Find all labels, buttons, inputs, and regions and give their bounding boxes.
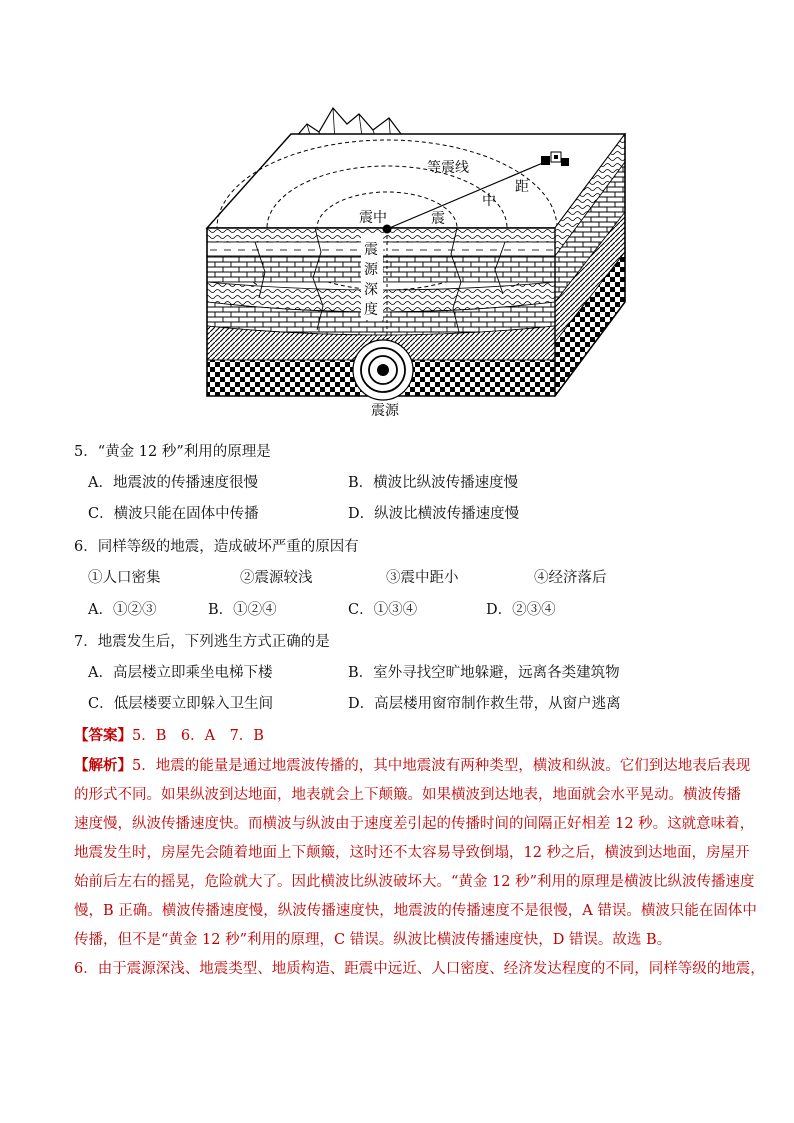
analysis-line-6: 慢，B 正确。横波传播速度慢，纵波传播速度快，地震波的传播速度不是很慢，A 错误。横波只能在固体中 (74, 903, 757, 919)
analysis-line-4: 地震发生时，房屋先会随着地面上下颠簸，这时还不太容易导致倒塌，12 秒之后，横波到达地面，房屋开 (74, 845, 750, 861)
answer-text: 5．B 6．A 7．B (132, 728, 264, 744)
label-depth-4: 度 (364, 302, 378, 318)
label-depth-2: 源 (364, 262, 378, 278)
analysis-line-3: 速度慢，纵波传播速度快。而横波与纵波由于速度差引起的传播时间的间隔正好相差 12 秒。这就意味着， (74, 816, 755, 832)
label-epicenter: 震中 (359, 210, 387, 226)
analysis-line-5: 始前后左右的摇晃，危险就大了。因此横波比纵波破坏大。“黄金 12 秒”利用的原理是横波比纵波传播速度 (74, 874, 755, 890)
question-7-stem (74, 632, 330, 652)
question-6-item-1: ①人口密集 (88, 570, 161, 586)
analysis-block (74, 751, 765, 984)
analysis-text: 5．地震的能量是通过地震波传播的，其中地震波有两种类型，横波和纵波。它们到达地表后表现 (132, 758, 751, 774)
label-depth-1: 震 (364, 242, 378, 258)
question-7-option-a: A．高层楼立即乘坐电梯下楼 (88, 665, 273, 681)
question-6-item-2: ②震源较浅 (240, 570, 313, 586)
question-5-stem (74, 442, 271, 462)
analysis-line-7: 传播，但不是“黄金 12 秒”利用的原理，C 错误。纵波比横波传播速度快，D 错误。故选 B。 (74, 932, 672, 948)
question-6-option-b: B．①②④ (208, 602, 277, 618)
question-6-item-4: ④经济落后 (534, 570, 607, 586)
question-6-option-d: D．②③④ (486, 602, 556, 618)
analysis-line-8: 6．由于震源深浅、地震类型、地质构造、距震中远近、人口密度、经济发达程度的不同，同样等级的地震， (74, 961, 765, 977)
label-zhen: 震 (431, 211, 445, 227)
question-number: 7． (74, 634, 98, 650)
question-6-option-a: A．①②③ (88, 602, 157, 618)
answer-tag: 【答案】 (74, 727, 132, 744)
question-text: “黄金 12 秒”利用的原理是 (97, 444, 271, 460)
analysis-line-1 (74, 751, 751, 781)
analysis-tag: 【解析】 (74, 757, 132, 774)
question-5-option-a: A．地震波的传播速度很慢 (88, 475, 258, 491)
question-5-option-d: D．纵波比横波传播速度慢 (348, 506, 520, 522)
focus-rings (353, 340, 413, 400)
question-7-option-c: C．低层楼要立即躲入卫生间 (88, 696, 274, 712)
ground-surface (207, 134, 625, 228)
label-isoseismal: 等震线 (427, 160, 469, 176)
question-text: 同样等级的地震，造成破坏严重的原因有 (97, 539, 359, 555)
label-ju: 距 (515, 179, 529, 195)
question-7-option-d: D．高层楼用窗帘制作救生带，从窗户逃离 (348, 696, 621, 712)
question-5-option-c: C．横波只能在固体中传播 (88, 506, 259, 522)
label-focus: 震源 (371, 403, 399, 419)
answer-line (74, 726, 264, 746)
earthquake-block-diagram (195, 102, 635, 420)
question-7-option-b: B．室外寻找空旷地躲避，远离各类建筑物 (348, 665, 620, 681)
question-6-option-c: C．①③④ (348, 602, 418, 618)
label-zhong: 中 (482, 193, 496, 209)
question-6-item-3: ③震中距小 (386, 570, 459, 586)
label-depth-3: 深 (364, 282, 378, 298)
question-6-stem (74, 537, 359, 557)
analysis-line-2: 的形式不同。如果纵波到达地面，地表就会上下颠簸。如果横波到达地表，地面就会水平晃动。横波传播 (74, 787, 741, 803)
question-number: 5． (74, 444, 98, 460)
question-text: 地震发生后，下列逃生方式正确的是 (97, 634, 330, 650)
question-5-option-b: B．横波比纵波传播速度慢 (348, 475, 519, 491)
question-number: 6． (74, 539, 98, 555)
